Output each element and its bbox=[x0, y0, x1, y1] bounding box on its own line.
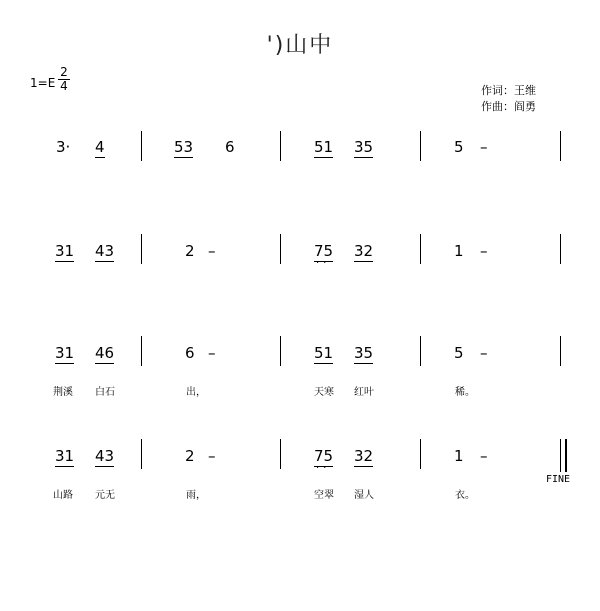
time-signature-top: 2 bbox=[58, 66, 70, 80]
note-eighth: 51 bbox=[314, 138, 334, 156]
barline bbox=[280, 234, 281, 264]
note-eighth: 46 bbox=[95, 344, 115, 362]
note: 5 bbox=[454, 138, 464, 156]
barline bbox=[141, 439, 142, 469]
note-eighth: 51 bbox=[314, 344, 334, 362]
note-eighth: 53 bbox=[174, 138, 194, 156]
composer-credit: 作曲：阎勇 bbox=[481, 100, 536, 113]
low-octave-dots: ·· bbox=[316, 258, 331, 269]
final-barline-thin bbox=[560, 439, 561, 472]
song-title: ')山中 bbox=[266, 33, 334, 58]
lyric: 衣。 bbox=[455, 490, 475, 501]
note-eighth-low: 75 bbox=[314, 242, 334, 260]
note-eighth: 31 bbox=[55, 242, 75, 260]
note: 1 bbox=[454, 447, 464, 465]
key-signature: 1=E bbox=[30, 76, 56, 90]
lyric: 出， bbox=[186, 387, 206, 398]
lyric: 湿人 bbox=[354, 490, 374, 501]
note-eighth: 31 bbox=[55, 344, 75, 362]
note-eighth: 4 bbox=[95, 138, 105, 156]
lyric: 荆溪 bbox=[53, 387, 73, 398]
barline bbox=[560, 131, 561, 161]
note-dash: – bbox=[208, 447, 216, 465]
lyric: 山路 bbox=[53, 490, 73, 501]
note-eighth: 43 bbox=[95, 242, 115, 260]
note-eighth: 35 bbox=[354, 344, 374, 362]
barline bbox=[560, 336, 561, 366]
note-eighth-low: 75 bbox=[314, 447, 334, 465]
barline bbox=[141, 336, 142, 366]
barline bbox=[141, 131, 142, 161]
note-dash: – bbox=[480, 344, 488, 362]
note-eighth: 43 bbox=[95, 447, 115, 465]
low-octave-dots: ·· bbox=[316, 463, 331, 474]
barline bbox=[560, 234, 561, 264]
lyric: 空翠 bbox=[314, 490, 334, 501]
lyric: 天寒 bbox=[314, 387, 334, 398]
note: 5 bbox=[454, 344, 464, 362]
note: 2 bbox=[185, 447, 195, 465]
barline bbox=[280, 336, 281, 366]
barline bbox=[420, 336, 421, 366]
barline bbox=[420, 234, 421, 264]
time-signature bbox=[58, 66, 70, 93]
lyric: 元无 bbox=[95, 490, 115, 501]
barline bbox=[141, 234, 142, 264]
lyric: 红叶 bbox=[354, 387, 374, 398]
barline bbox=[280, 439, 281, 469]
lyric: 稀。 bbox=[455, 387, 475, 398]
lyric: 白石 bbox=[95, 387, 115, 398]
note-eighth: 31 bbox=[55, 447, 75, 465]
barline bbox=[420, 439, 421, 469]
lyricist-credit: 作词：王维 bbox=[481, 84, 536, 97]
note: 6 bbox=[185, 344, 195, 362]
note-eighth: 32 bbox=[354, 242, 374, 260]
note-eighth: 32 bbox=[354, 447, 374, 465]
note: 6 bbox=[225, 138, 235, 156]
note: 2 bbox=[185, 242, 195, 260]
note: 3· bbox=[56, 138, 71, 156]
fine-mark: FINE bbox=[546, 474, 571, 485]
note-dash: – bbox=[208, 344, 216, 362]
time-signature-bottom: 4 bbox=[60, 79, 68, 93]
note-dash: – bbox=[480, 447, 488, 465]
note-dash: – bbox=[480, 138, 488, 156]
lyric: 雨， bbox=[186, 490, 206, 501]
final-barline-thick bbox=[565, 439, 567, 472]
barline bbox=[420, 131, 421, 161]
note-dash: – bbox=[480, 242, 488, 260]
note: 1 bbox=[454, 242, 464, 260]
barline bbox=[280, 131, 281, 161]
note-dash: – bbox=[208, 242, 216, 260]
note-eighth: 35 bbox=[354, 138, 374, 156]
